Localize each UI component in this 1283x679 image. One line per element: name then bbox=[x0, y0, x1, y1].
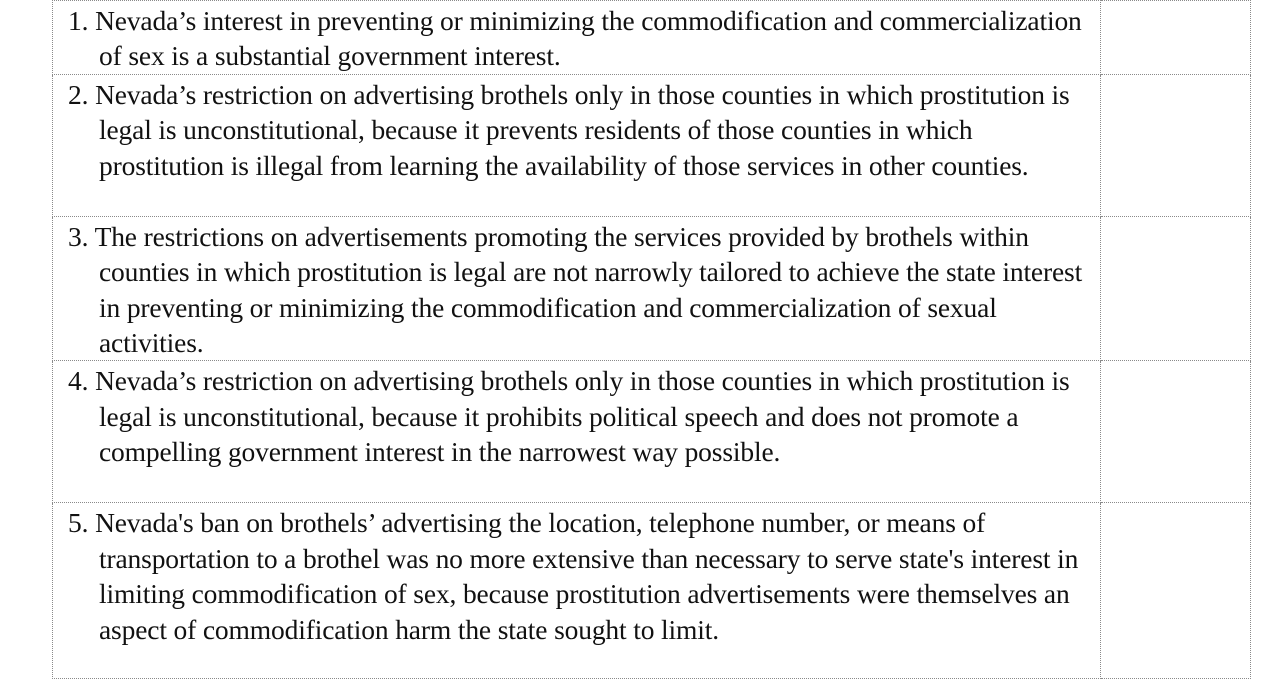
statement-1 bbox=[53, 1, 1100, 74]
statement-5 bbox=[53, 503, 1100, 647]
table-row bbox=[53, 74, 1251, 216]
statement-number: 4. bbox=[68, 365, 89, 397]
statement-text: The restrictions on advertisements promoting the services provided by brothels within counties in which prostitution is legal are not narrowly tailored to achieve the state interest in preventing or minimizing the commodification and commercialization of sexual activities. bbox=[94, 220, 1083, 359]
table-row bbox=[53, 361, 1251, 503]
table-row bbox=[53, 503, 1251, 679]
statement-cell bbox=[53, 1, 1101, 75]
statement-4 bbox=[53, 361, 1100, 469]
statement-number: 2. bbox=[68, 78, 89, 110]
answer-cell[interactable] bbox=[1101, 361, 1251, 503]
statement-number: 5. bbox=[68, 507, 89, 539]
statement-text: Nevada’s restriction on advertising brothels only in those counties in which prostitution is legal is unconstitutional, because it prohibits political speech and does not promote a compelling government interest in the narrowest way possible. bbox=[95, 365, 1070, 468]
answer-cell[interactable] bbox=[1101, 503, 1251, 679]
answer-cell[interactable] bbox=[1101, 1, 1251, 75]
table-row bbox=[53, 216, 1251, 361]
statement-text: Nevada’s restriction on advertising brothels only in those counties in which prostitution is legal is unconstitutional, because it prevents residents of those counties in which prostitution is illegal from learning the availability of those services in other counties. bbox=[95, 78, 1070, 181]
answer-cell[interactable] bbox=[1101, 74, 1251, 216]
statement-number: 3. bbox=[68, 220, 89, 252]
table-row bbox=[53, 1, 1251, 75]
statement-text: Nevada's ban on brothels’ advertising the location, telephone number, or means of transportation to a brothel was no more extensive than necessary to serve state's interest in limiting commodification of sex, because prostitution advertisements were themselves an aspect of commodification harm the state sought to limit. bbox=[95, 507, 1079, 645]
statement-cell bbox=[53, 503, 1101, 679]
statement-3 bbox=[53, 217, 1100, 361]
statement-cell bbox=[53, 216, 1101, 361]
statement-2 bbox=[53, 75, 1100, 183]
answer-cell[interactable] bbox=[1101, 216, 1251, 361]
statement-cell bbox=[53, 74, 1101, 216]
statement-cell bbox=[53, 361, 1101, 503]
statement-number: 1. bbox=[68, 5, 89, 36]
statements-table bbox=[52, 0, 1251, 679]
statement-text: Nevada’s interest in preventing or minimizing the commodification and commercialization of sex is a substantial government interest. bbox=[95, 5, 1082, 72]
